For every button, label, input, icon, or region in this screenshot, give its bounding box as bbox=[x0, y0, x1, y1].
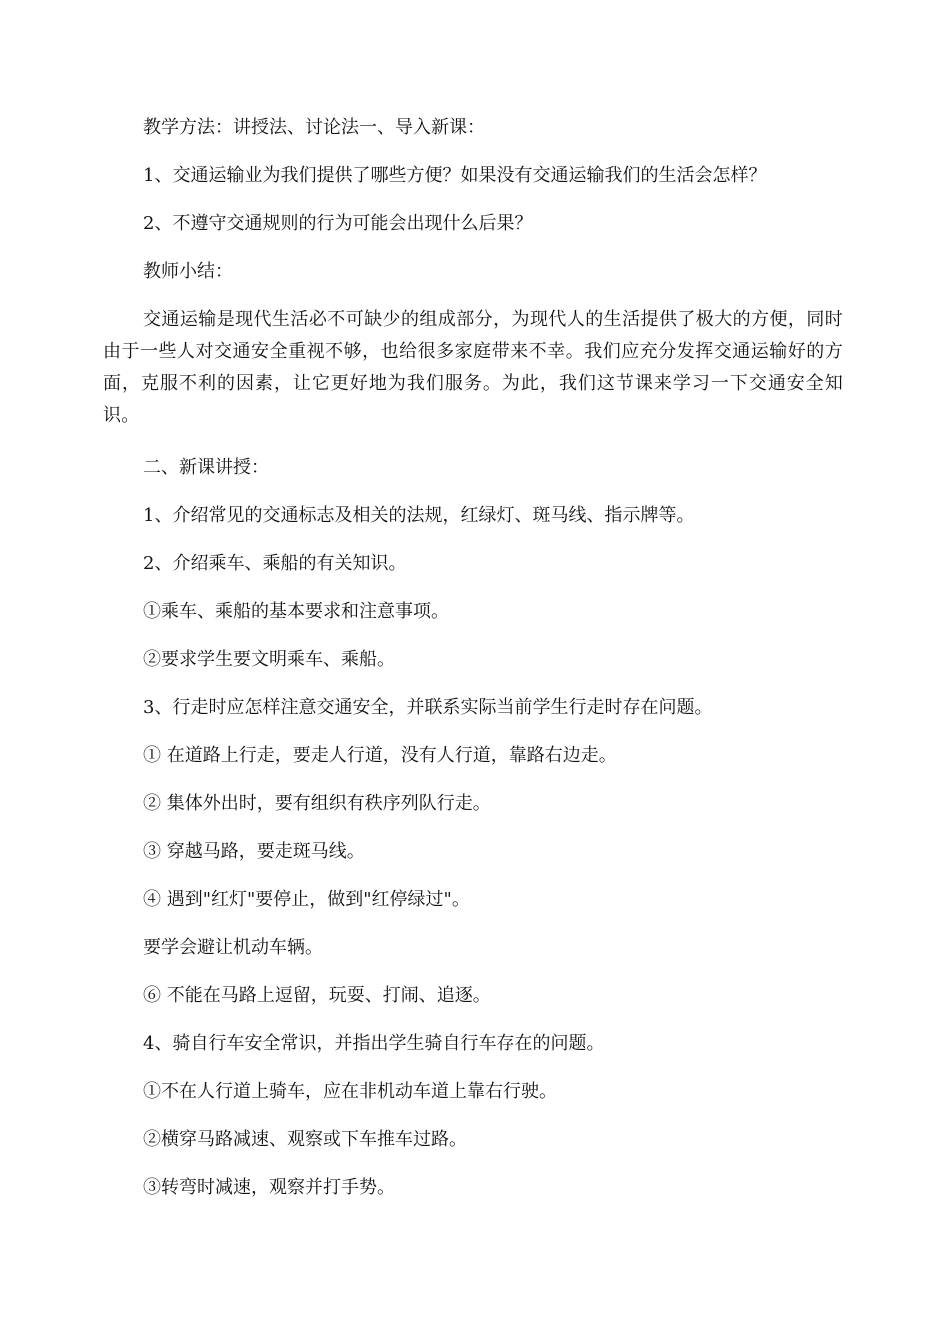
new-lesson-heading: 二、新课讲授： bbox=[143, 457, 269, 478]
item-3-sub-5: 要学会避让机动车辆。 bbox=[143, 937, 323, 958]
item-4-sub-2: ②横穿马路减速、观察或下车推车过路。 bbox=[143, 1129, 467, 1150]
teaching-method-line: 教学方法：讲授法、讨论法一、导入新课： bbox=[143, 117, 485, 138]
item-3: 3、行走时应怎样注意交通安全，并联系实际当前学生行走时存在问题。 bbox=[143, 697, 713, 718]
item-3-sub-6: ⑥ 不能在马路上逗留，玩耍、打闹、追逐。 bbox=[143, 985, 491, 1006]
item-3-sub-2: ② 集体外出时，要有组织有秩序列队行走。 bbox=[143, 793, 491, 814]
teacher-summary-heading: 教师小结： bbox=[143, 261, 233, 282]
item-3-sub-1: ① 在道路上行走，要走人行道，没有人行道，靠路右边走。 bbox=[143, 745, 617, 766]
item-4-sub-1: ①不在人行道上骑车，应在非机动车道上靠右行驶。 bbox=[143, 1081, 557, 1102]
item-4: 4、骑自行车安全常识，并指出学生骑自行车存在的问题。 bbox=[143, 1033, 605, 1054]
item-3-sub-4: ④ 遇到"红灯"要停止，做到"红停绿过"。 bbox=[143, 889, 470, 910]
item-1: 1、介绍常见的交通标志及相关的法规，红绿灯、斑马线、指示牌等。 bbox=[143, 505, 695, 526]
question-1: 1、交通运输业为我们提供了哪些方便？如果没有交通运输我们的生活会怎样？ bbox=[143, 165, 767, 186]
item-2-sub-2: ②要求学生要文明乘车、乘船。 bbox=[143, 649, 395, 670]
item-2-sub-1: ①乘车、乘船的基本要求和注意事项。 bbox=[143, 601, 449, 622]
question-2: 2、不遵守交通规则的行为可能会出现什么后果？ bbox=[143, 213, 533, 234]
document-body bbox=[103, 112, 843, 1204]
item-2: 2、介绍乘车、乘船的有关知识。 bbox=[143, 553, 407, 574]
teacher-summary-paragraph: 交通运输是现代生活必不可缺少的组成部分，为现代人的生活提供了极大的方便，同时由于一些人对交通安全重视不够，也给很多家庭带来不幸。我们应充分发挥交通运输好的方面，克服不利的因素，让它更好地为我们服务。为此，我们这节课来学习一下交通安全知识。 bbox=[103, 309, 843, 426]
item-4-sub-3: ③转弯时减速，观察并打手势。 bbox=[143, 1177, 395, 1198]
item-3-sub-3: ③ 穿越马路，要走斑马线。 bbox=[143, 841, 365, 862]
